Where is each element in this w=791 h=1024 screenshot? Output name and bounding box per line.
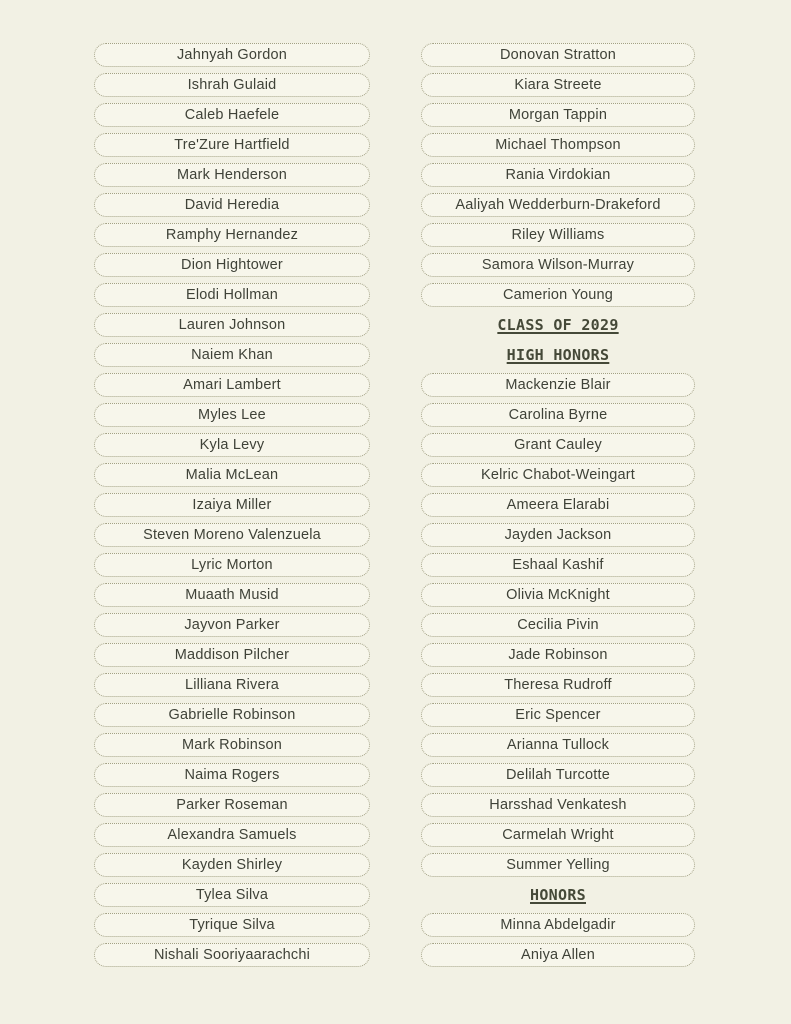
name-pill: Naiem Khan	[94, 343, 370, 367]
name-pill: Summer Yelling	[421, 853, 695, 877]
name-pill: David Heredia	[94, 193, 370, 217]
name-columns	[94, 43, 695, 967]
section-header: CLASS OF 2029	[497, 316, 619, 334]
name-pill: Harsshad Venkatesh	[421, 793, 695, 817]
name-pill: Jade Robinson	[421, 643, 695, 667]
name-pill: Amari Lambert	[94, 373, 370, 397]
name-pill: Jayvon Parker	[94, 613, 370, 637]
name-pill: Eshaal Kashif	[421, 553, 695, 577]
name-pill: Ishrah Gulaid	[94, 73, 370, 97]
name-pill: Michael Thompson	[421, 133, 695, 157]
name-pill: Jayden Jackson	[421, 523, 695, 547]
name-pill: Tyrique Silva	[94, 913, 370, 937]
name-pill: Tylea Silva	[94, 883, 370, 907]
name-pill: Myles Lee	[94, 403, 370, 427]
name-pill: Mackenzie Blair	[421, 373, 695, 397]
name-pill: Kayden Shirley	[94, 853, 370, 877]
name-column-right	[421, 43, 695, 967]
name-pill: Carolina Byrne	[421, 403, 695, 427]
name-pill: Jahnyah Gordon	[94, 43, 370, 67]
name-pill: Lilliana Rivera	[94, 673, 370, 697]
section-header: HONORS	[530, 886, 586, 904]
name-pill: Steven Moreno Valenzuela	[94, 523, 370, 547]
name-pill: Aaliyah Wedderburn-Drakeford	[421, 193, 695, 217]
name-pill: Riley Williams	[421, 223, 695, 247]
name-pill: Kelric Chabot-Weingart	[421, 463, 695, 487]
name-pill: Nishali Sooriyaarachchi	[94, 943, 370, 967]
name-pill: Parker Roseman	[94, 793, 370, 817]
name-pill: Donovan Stratton	[421, 43, 695, 67]
name-pill: Izaiya Miller	[94, 493, 370, 517]
name-pill: Olivia McKnight	[421, 583, 695, 607]
name-pill: Aniya Allen	[421, 943, 695, 967]
name-pill: Theresa Rudroff	[421, 673, 695, 697]
name-pill: Cecilia Pivin	[421, 613, 695, 637]
name-pill: Caleb Haefele	[94, 103, 370, 127]
name-column-left	[94, 43, 370, 967]
name-pill: Muaath Musid	[94, 583, 370, 607]
name-pill: Camerion Young	[421, 283, 695, 307]
name-pill: Mark Henderson	[94, 163, 370, 187]
name-pill: Lauren Johnson	[94, 313, 370, 337]
name-pill: Kiara Streete	[421, 73, 695, 97]
name-pill: Ramphy Hernandez	[94, 223, 370, 247]
name-pill: Ameera Elarabi	[421, 493, 695, 517]
name-pill: Malia McLean	[94, 463, 370, 487]
section-header: HIGH HONORS	[506, 346, 610, 364]
name-pill: Alexandra Samuels	[94, 823, 370, 847]
name-pill: Minna Abdelgadir	[421, 913, 695, 937]
name-pill: Lyric Morton	[94, 553, 370, 577]
name-pill: Kyla Levy	[94, 433, 370, 457]
name-pill: Dion Hightower	[94, 253, 370, 277]
name-pill: Mark Robinson	[94, 733, 370, 757]
name-pill: Carmelah Wright	[421, 823, 695, 847]
name-pill: Tre'Zure Hartfield	[94, 133, 370, 157]
name-pill: Arianna Tullock	[421, 733, 695, 757]
name-pill: Gabrielle Robinson	[94, 703, 370, 727]
name-pill: Maddison Pilcher	[94, 643, 370, 667]
name-pill: Elodi Hollman	[94, 283, 370, 307]
name-pill: Eric Spencer	[421, 703, 695, 727]
name-pill: Rania Virdokian	[421, 163, 695, 187]
name-pill: Samora Wilson-Murray	[421, 253, 695, 277]
name-pill: Morgan Tappin	[421, 103, 695, 127]
name-pill: Naima Rogers	[94, 763, 370, 787]
name-pill: Delilah Turcotte	[421, 763, 695, 787]
name-pill: Grant Cauley	[421, 433, 695, 457]
